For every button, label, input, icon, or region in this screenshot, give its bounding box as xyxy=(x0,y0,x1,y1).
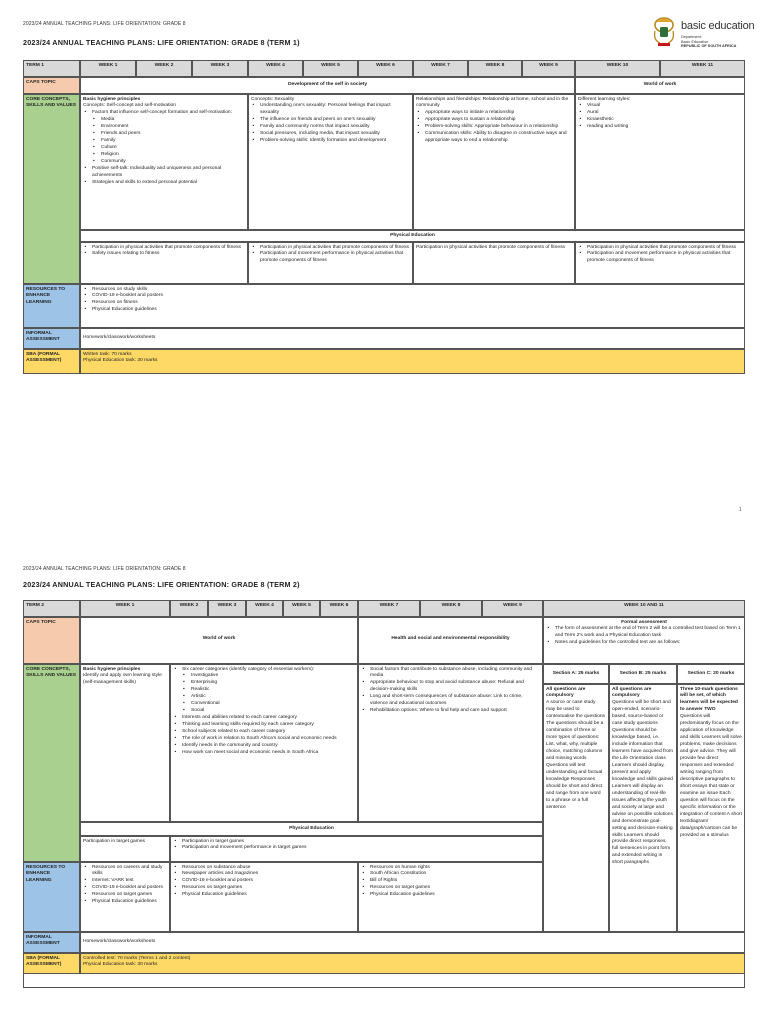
term1-week-11: WEEK 11 xyxy=(660,60,745,77)
list-item: ▪ Conventional xyxy=(173,701,355,708)
term1-col1-intro: Concepts: Self-concept and self-motivation xyxy=(83,103,176,109)
list-item: • Participation and movement performance in target games xyxy=(173,845,540,852)
list-item: • COVID-19 e-booklet and posters xyxy=(83,293,742,300)
list-item: • Physical Education guidelines xyxy=(361,892,540,899)
term2-section-a-text: A source or case study may be used to contextualise the questions The questions should be a combination of three or more types of questions: List, what, why, multiple choice, matching columns and missing words Questions will test understanding and factual knowledge Responses should be short and direct and range from one word to a phrase or a full sentence xyxy=(546,700,605,810)
term2-week-8: WEEK 8 xyxy=(420,600,482,617)
term1-core-col1 xyxy=(80,94,248,230)
list-item: • How work can meet social and economic needs in South Africa xyxy=(173,750,355,757)
list-item: • South African Constitution xyxy=(361,871,540,878)
term2-caps-label: CAPS TOPIC xyxy=(23,617,80,664)
list-item: • COVID-19 e-booklet and posters xyxy=(173,878,355,885)
page-number: 1 xyxy=(739,507,742,513)
term2-informal-label: INFORMAL ASSESSMENT xyxy=(23,932,80,953)
term1-pe-col1 xyxy=(80,242,248,284)
list-item: • Internet: VARK test xyxy=(83,878,167,885)
list-item: • The influence on friends and peers on one's sexuality xyxy=(251,117,410,124)
term1-core-col4 xyxy=(575,94,745,230)
term1-week-8: WEEK 8 xyxy=(468,60,522,77)
term1-week-3: WEEK 3 xyxy=(192,60,248,77)
list-item: ▪ Environment xyxy=(83,124,245,131)
term1-informal-label: INFORMAL ASSESSMENT xyxy=(23,328,80,349)
term2-week-6: WEEK 6 xyxy=(320,600,358,617)
list-item: ▪ Family xyxy=(83,138,245,145)
list-item: • Six career categories (identify category of essential workers): xyxy=(173,667,355,674)
term2-section-b-bold: All questions are compulsory xyxy=(612,686,652,699)
term2-section-c-bold: Three 10-mark questions will be set, of which learners will be expected to answer TWO xyxy=(680,686,738,713)
term2-section-c-text: Questions will predominantly focus on the application of knowledge and skills Learners will solve problems, make decisions and give advice. They will provide few direct responses and extended writing ranging from descriptive paragraphs to short essays that state or examine an issue Each question will focus on the specific information or the integration of content A short text/diagram/ data/graph/cartoon can be provided as a stimulus xyxy=(680,714,742,838)
term2-resources-col1 xyxy=(80,862,170,932)
term1-resources-label: RESOURCES TO ENHANCE LEARNING xyxy=(23,284,80,328)
term1-core-col3 xyxy=(413,94,575,230)
term1-week-1: WEEK 1 xyxy=(80,60,136,77)
list-item: • Resources on substance abuse xyxy=(173,865,355,872)
list-item: • Resources on target games xyxy=(173,885,355,892)
term2-pe-label: Physical Education xyxy=(80,822,543,836)
term2-pe-col1: Participation in target games xyxy=(80,836,170,862)
term2-informal: Homework/classwork/worksheets xyxy=(80,932,745,953)
term2-col1-title: Basic hygiene principles xyxy=(83,666,141,672)
term2-resources-col3 xyxy=(358,862,543,932)
list-item: ▪ Enterprising xyxy=(173,680,355,687)
doc-header-small-2: 2023/24 ANNUAL TEACHING PLANS: LIFE ORIENTATION: GRADE 8 xyxy=(23,566,186,572)
list-item: • reading and writing xyxy=(578,124,742,131)
term1-topic-b: World of work xyxy=(575,77,745,94)
list-item: • Visual xyxy=(578,103,742,110)
list-item: ▪ Community xyxy=(83,159,245,166)
list-item: ▪ Culture xyxy=(83,145,245,152)
list-item: ▪ Religion xyxy=(83,152,245,159)
logo-line1: Department: xyxy=(681,35,702,39)
list-item: • Resources on fitness xyxy=(83,300,742,307)
term2-topic-b: Health and social and environmental responsibility xyxy=(358,617,543,664)
term1-week-7: WEEK 7 xyxy=(413,60,468,77)
list-item: • Physical Education guidelines xyxy=(83,307,742,314)
term2-week-2: WEEK 2 xyxy=(170,600,208,617)
list-item: • Identify needs in the community and country xyxy=(173,743,355,750)
term2-core-col2 xyxy=(170,664,358,822)
list-item: • Participation in target games xyxy=(173,839,540,846)
coat-of-arms-icon xyxy=(652,16,676,50)
term1-pe-label: Physical Education xyxy=(80,230,745,242)
term2-week-7: WEEK 7 xyxy=(358,600,420,617)
term2-section-a-head: Section A: 25 marks xyxy=(543,664,609,684)
term1-week-6: WEEK 6 xyxy=(358,60,413,77)
term2-week-10-11: WEEK 10 AND 11 xyxy=(543,600,745,617)
list-item: • Participation in physical activities that promote components of fitness xyxy=(83,245,245,252)
term2-section-b xyxy=(609,684,677,932)
term2-section-a-bold: All questions are compulsory xyxy=(546,686,586,699)
list-item: • Participation and movement performance in physical activities that promote components of fitness xyxy=(251,251,410,265)
list-item: • Problem-solving skills: Appropriate behaviour in a relationship xyxy=(416,124,572,131)
term2-section-c xyxy=(677,684,745,932)
term1-resources xyxy=(80,284,745,328)
term1-week-4: WEEK 4 xyxy=(248,60,303,77)
list-item: • Physical Education guidelines xyxy=(173,892,355,899)
list-item: • Social factors that contribute to substance abuse, including community and media xyxy=(361,667,540,681)
list-item: • Appropriate ways to initiate a relationship xyxy=(416,110,572,117)
term2-col1-text: Identify and apply own learning style (self-management skills) xyxy=(83,673,162,686)
term2-title: 2023/24 ANNUAL TEACHING PLANS: LIFE ORIENTATION: GRADE 8 (TERM 2) xyxy=(23,580,300,589)
list-item: • Notes and guidelines for the controlled test are as follows: xyxy=(546,640,742,647)
list-item: • Safety issues relating to fitness xyxy=(83,251,245,258)
list-item: • Family and community norms that impact sexuality xyxy=(251,124,410,131)
term1-col2-intro: Concepts: Sexuality xyxy=(251,96,295,102)
list-item: • Communication skills: Ability to disagree in constructive ways and appropriate ways to end a relationship xyxy=(416,131,572,145)
term1-pe-col3: Participation in physical activities that promote components of fitness xyxy=(413,242,575,284)
list-item: • Resources on careers and study skills xyxy=(83,865,167,879)
list-item: • Participation in physical activities that promote components of fitness xyxy=(251,245,410,252)
term1-sba-written: Written task: 70 marks xyxy=(83,351,132,357)
term2-core-col1 xyxy=(80,664,170,822)
term2-topic-a: World of work xyxy=(80,617,358,664)
term1-sba-pe: Physical Education task: 30 marks xyxy=(83,358,158,364)
list-item: • COVID-19 e-booklet and posters xyxy=(83,885,167,892)
term2-section-b-head: Section B: 25 marks xyxy=(609,664,677,684)
list-item: • Physical Education guidelines xyxy=(83,899,167,906)
term1-week-2: WEEK 2 xyxy=(136,60,192,77)
list-item: • Participation and movement performance in physical activities that promote components of fitness xyxy=(578,251,742,265)
list-item: • School subjects related to each career category xyxy=(173,729,355,736)
term1-week-10: WEEK 10 xyxy=(575,60,660,77)
term2-sba-pe: Physical Education task: 30 marks xyxy=(83,962,158,968)
term2-formal-title: Formal assessment xyxy=(621,619,667,625)
term2-resources-col2 xyxy=(170,862,358,932)
term2-section-a xyxy=(543,684,609,932)
list-item: • Resources on target games xyxy=(361,885,540,892)
list-item: • Positive self-talk: Individuality and uniqueness and personal achievements xyxy=(83,166,245,180)
term1-pe-col2 xyxy=(248,242,413,284)
term2-section-b-text: Questions will be short and open-ended, scenario-based, source-based or case study questions Questions should be knowledge based, i.e. include information that learners have acquired from the Life Orientation class Learners should display, present and apply knowledge and skills gained Learners will display an understanding of real-life issues affecting the youth and society at large and advise on possible solutions and demonstrate goal-setting and decision-making skills Learners should provide direct responses, full sentences in point form and extended writing in short paragraphs xyxy=(612,700,673,866)
logo-line3: REPUBLIC OF SOUTH AFRICA xyxy=(681,44,737,48)
term2-section-c-head: Section C: 20 marks xyxy=(677,664,745,684)
term1-core-col2 xyxy=(248,94,413,230)
list-item: ▪ Social xyxy=(173,708,355,715)
term1-topic-a: Development of the self in society xyxy=(80,77,575,94)
term2-term-label: TERM 2 xyxy=(23,600,80,617)
list-item: • Interests and abilities related to each career category xyxy=(173,715,355,722)
list-item: • Long and short-term consequences of substance abuse: Link to crime, violence and educational outcomes xyxy=(361,694,540,708)
list-item: • Appropriate behaviour to stop and avoid substance abuse: Refusal and decision-making skills xyxy=(361,680,540,694)
term1-week-5: WEEK 5 xyxy=(303,60,358,77)
list-item: • Participation in physical activities that promote components of fitness xyxy=(578,245,742,252)
term1-sba-label: SBA (FORMAL ASSESSMENT) xyxy=(23,349,80,374)
list-item: • Rehabilitation options: Where to find help and care and support xyxy=(361,708,540,715)
term1-col4-intro: Different learning styles: xyxy=(578,96,631,102)
term2-resources-label: RESOURCES TO ENHANCE LEARNING xyxy=(23,862,80,932)
term2-core-col3 xyxy=(358,664,543,822)
list-item: • Social pressures, including media, that impact sexuality xyxy=(251,131,410,138)
term2-week-1: WEEK 1 xyxy=(80,600,170,617)
list-item: • Factors that influence self-concept formation and self-motivation: xyxy=(83,110,245,117)
term2-pe-col2 xyxy=(170,836,543,862)
term1-term-label: TERM 1 xyxy=(23,60,80,77)
term2-core-label: CORE CONCEPTS, SKILLS AND VALUES xyxy=(23,664,80,862)
term2-sba-label: SBA (FORMAL ASSESSMENT) xyxy=(23,953,80,974)
term2-formal-assessment xyxy=(543,617,745,664)
list-item: • Thinking and learning skills required by each career category xyxy=(173,722,355,729)
list-item: ▪ Artistic xyxy=(173,694,355,701)
term1-pe-col4 xyxy=(575,242,745,284)
term2-week-3: WEEK 3 xyxy=(208,600,246,617)
list-item: • Resources on target games xyxy=(83,892,167,899)
term1-week-9: WEEK 9 xyxy=(522,60,575,77)
list-item: • Resources on study skills xyxy=(83,287,742,294)
list-item: • Kinaesthetic xyxy=(578,117,742,124)
logo-line2: Basic Education xyxy=(681,39,709,44)
term1-sba xyxy=(80,349,745,374)
term2-sba-test: Controlled test: 70 marks (Terms 1 and 2 content) xyxy=(83,955,191,961)
doc-header-small: 2023/24 ANNUAL TEACHING PLANS: LIFE ORIENTATION: GRADE 8 xyxy=(23,21,186,27)
dbe-logo xyxy=(652,16,762,52)
term1-col3-intro: Relationships and friendships: Relationship at home, school and in the community xyxy=(416,96,569,109)
list-item: • Problem-solving skills: Identify formation and development xyxy=(251,138,410,145)
list-item: • The role of work in relation to South Africa's social and economic needs xyxy=(173,736,355,743)
term2-sba xyxy=(80,953,745,974)
term1-core-label: CORE CONCEPTS, SKILLS AND VALUES xyxy=(23,94,80,284)
list-item: • Bill of Rights xyxy=(361,878,540,885)
list-item: • Aural xyxy=(578,110,742,117)
list-item: • Strategies and skills to extend personal potential xyxy=(83,180,245,187)
list-item: • Newspaper articles and magazines xyxy=(173,871,355,878)
list-item: ▪ Media xyxy=(83,117,245,124)
term1-informal: Homework/classwork/worksheets xyxy=(80,328,745,349)
term1-title: 2023/24 ANNUAL TEACHING PLANS: LIFE ORIENTATION: GRADE 8 (TERM 1) xyxy=(23,38,300,47)
list-item: ▪ Investigative xyxy=(173,673,355,680)
list-item: • Resources on human rights xyxy=(361,865,540,872)
term1-col1-title: Basic hygiene principles xyxy=(83,96,141,102)
term2-week-9: WEEK 9 xyxy=(482,600,543,617)
list-item: ▪ Realistic xyxy=(173,687,355,694)
list-item: • The form of assessment at the end of Term 2 will be a controlled test based on Term 1 and Term 2's work and a Physical Education task xyxy=(546,626,742,640)
term1-caps-label: CAPS TOPIC xyxy=(23,77,80,94)
list-item: • Understanding one's sexuality: Personal feelings that impact sexuality xyxy=(251,103,410,117)
list-item: • Appropriate ways to sustain a relationship xyxy=(416,117,572,124)
list-item: ▪ Friends and peers xyxy=(83,131,245,138)
term2-week-4: WEEK 4 xyxy=(246,600,283,617)
logo-brand: basic education xyxy=(681,20,755,32)
term2-week-5: WEEK 5 xyxy=(283,600,320,617)
